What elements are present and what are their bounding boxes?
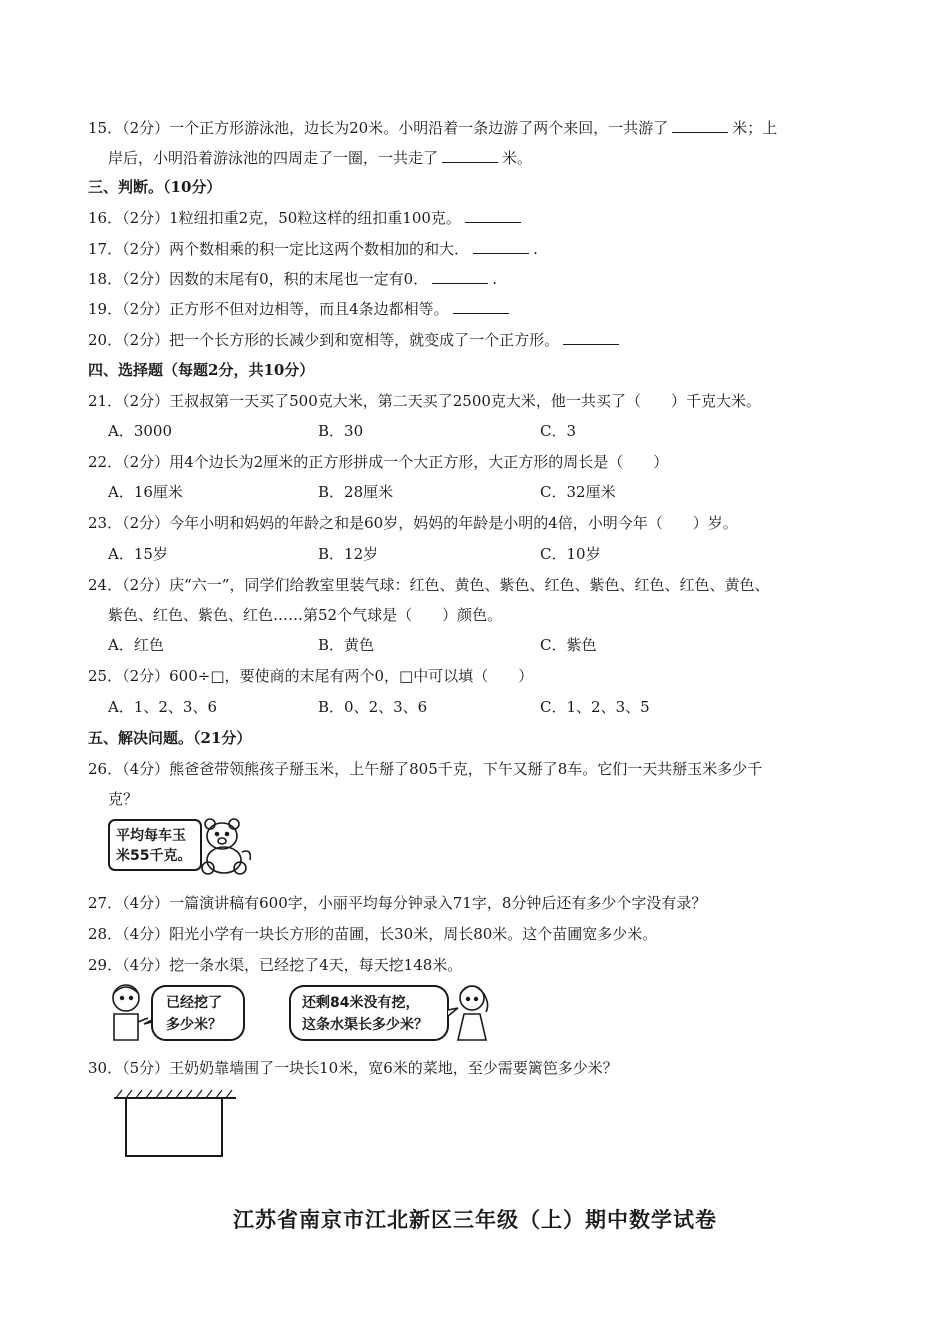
q21-option-b[interactable]: B．30 bbox=[318, 422, 364, 440]
q27: 27．（4分）一篇演讲稿有600字，小丽平均每分钟录入71字，8分钟后还有多少个字没有录？ bbox=[88, 894, 707, 912]
q30: 30．（5分）王奶奶靠墙围了一块长10米，宽6米的菜地，至少需要篱笆多少米？ bbox=[88, 1059, 618, 1077]
q29-left-bubble-text bbox=[166, 992, 222, 1036]
q15-blank-1[interactable] bbox=[672, 118, 728, 133]
section-4-heading: 四、选择题（每题2分，共10分） bbox=[88, 361, 315, 379]
q17 bbox=[88, 239, 538, 259]
q29-left-bubble-line2: 多少米？ bbox=[166, 1017, 222, 1033]
q21-stem: 21．（2分）王叔叔第一天买了500克大米，第二天买了2500克大米，他一共买了（ ）千克大米。 bbox=[88, 392, 761, 410]
q19 bbox=[88, 299, 513, 319]
q25-stem: 25．（2分）600÷□，要使商的末尾有两个0，□中可以填（ ） bbox=[88, 667, 534, 685]
q19-blank[interactable] bbox=[453, 299, 509, 314]
q26-line2: 克？ bbox=[108, 790, 139, 808]
q17-blank[interactable] bbox=[473, 239, 529, 254]
q25-option-a[interactable]: A．1、2、3、6 bbox=[108, 698, 218, 716]
q21-option-c[interactable]: C．3 bbox=[540, 422, 577, 440]
q26-bubble-line1: 平均每车玉 bbox=[116, 828, 186, 844]
section-5-heading: 五、解决问题。（21分） bbox=[88, 729, 252, 747]
q28: 28．（4分）阳光小学有一块长方形的苗圃，长30米，周长80米。这个苗圃宽多少米。 bbox=[88, 925, 658, 943]
q16 bbox=[88, 208, 525, 228]
q29-right-bubble-line1: 还剩84米没有挖， bbox=[302, 995, 420, 1011]
q29: 29．（4分）挖一条水渠，已经挖了4天，每天挖148米。 bbox=[88, 956, 463, 974]
q23-stem: 23．（2分）今年小明和妈妈的年龄之和是60岁，妈妈的年龄是小明的4倍，小明今年（ ）岁。 bbox=[88, 514, 738, 532]
q24-option-c[interactable]: C．紫色 bbox=[540, 636, 597, 654]
q16-text: 16．（2分）1粒纽扣重2克，50粒这样的纽扣重100克。 bbox=[88, 209, 461, 227]
q29-left-bubble-tail bbox=[144, 1020, 152, 1024]
q15-text-d: 米。 bbox=[502, 149, 533, 167]
wall-hatching bbox=[116, 1090, 232, 1098]
q19-text: 19．（2分）正方形不但对边相等，而且4条边都相等。 bbox=[88, 300, 449, 318]
bear-icon bbox=[202, 819, 250, 874]
q25-option-b[interactable]: B．0、2、3、6 bbox=[318, 698, 428, 716]
q22-stem: 22．（2分）用4个边长为2厘米的正方形拼成一个大正方形，大正方形的周长是（ ） bbox=[88, 453, 669, 471]
q18-text: 18．（2分）因数的末尾有0，积的末尾也一定有0． bbox=[88, 270, 429, 288]
q30-figure bbox=[112, 1088, 242, 1160]
q25-option-c[interactable]: C．1、2、3、5 bbox=[540, 698, 650, 716]
q24-option-b[interactable]: B．黄色 bbox=[318, 636, 375, 654]
q23-option-c[interactable]: C．10岁 bbox=[540, 545, 601, 563]
q15-line2 bbox=[108, 148, 532, 168]
section-3-heading: 三、判断。（10分） bbox=[88, 178, 222, 196]
garden-fence bbox=[126, 1098, 222, 1156]
q29-right-bubble-text bbox=[302, 992, 428, 1036]
q18-blank[interactable] bbox=[432, 269, 488, 284]
q26-bubble-line2: 米55千克。 bbox=[116, 848, 192, 864]
q29-right-bubble-line2: 这条水渠长多少米？ bbox=[302, 1017, 428, 1033]
q22-option-b[interactable]: B．28厘米 bbox=[318, 483, 394, 501]
q17-suffix: . bbox=[533, 240, 538, 258]
boy-icon bbox=[113, 985, 148, 1040]
q26-line1: 26．（4分）熊爸爸带领熊孩子掰玉米，上午掰了805千克，下午又掰了8车。它们一天共掰玉米多少千 bbox=[88, 760, 763, 778]
q23-option-a[interactable]: A．15岁 bbox=[108, 545, 168, 563]
q29-left-bubble-line1: 已经挖了 bbox=[166, 995, 222, 1011]
q15-line1 bbox=[88, 118, 777, 138]
q15-text-c: 岸后，小明沿着游泳池的四周走了一圈，一共走了 bbox=[108, 149, 439, 167]
girl-icon bbox=[458, 986, 488, 1040]
q15-blank-2[interactable] bbox=[442, 148, 498, 163]
q21-option-a[interactable]: A．3000 bbox=[108, 422, 173, 440]
q17-text: 17．（2分）两个数相乘的积一定比这两个数相加的和大． bbox=[88, 240, 470, 258]
q24-stem-2: 紫色、红色、紫色、红色……第52个气球是（ ）颜色。 bbox=[108, 606, 503, 624]
q23-option-b[interactable]: B．12岁 bbox=[318, 545, 379, 563]
q15-text-a: 15．（2分）一个正方形游泳池，边长为20米。小明沿着一条边游了两个来回，一共游了 bbox=[88, 119, 669, 137]
q22-option-a[interactable]: A．16厘米 bbox=[108, 483, 183, 501]
q29-right-bubble-tail bbox=[448, 1008, 458, 1016]
q16-blank[interactable] bbox=[465, 208, 521, 223]
q18-suffix: . bbox=[492, 270, 498, 288]
q22-option-c[interactable]: C．32厘米 bbox=[540, 483, 616, 501]
q24-option-a[interactable]: A．红色 bbox=[108, 636, 164, 654]
q20-blank[interactable] bbox=[563, 330, 619, 345]
q20-text: 20．（2分）把一个长方形的长减少到和宽相等，就变成了一个正方形。 bbox=[88, 331, 560, 349]
q24-stem-1: 24．（2分）庆“六一”，同学们给教室里装气球：红色、黄色、紫色、红色、紫色、红色、红色、黄色、 bbox=[88, 576, 770, 594]
q20 bbox=[88, 330, 623, 350]
q15-text-b: 米；上 bbox=[732, 119, 778, 137]
exam-title: 江苏省南京市江北新区三年级（上）期中数学试卷 bbox=[233, 1208, 717, 1232]
q18 bbox=[88, 269, 497, 289]
q26-bubble-text bbox=[116, 826, 191, 866]
